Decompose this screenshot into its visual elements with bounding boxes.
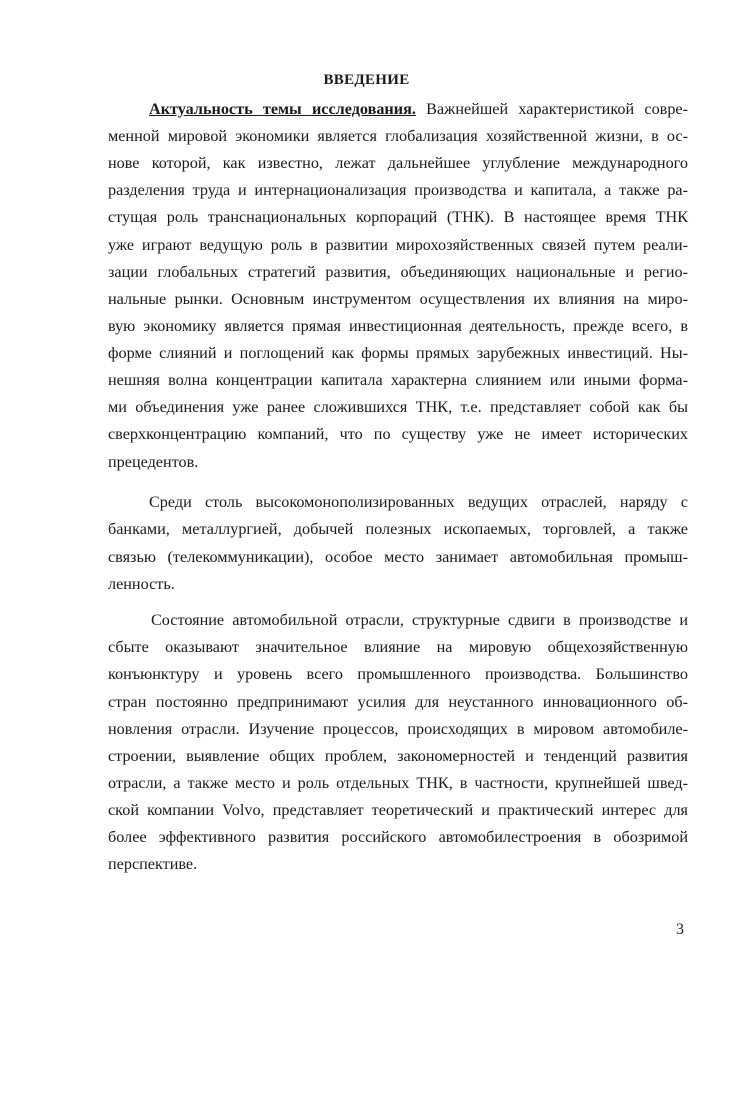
paragraph-3-line: отрасли, а также место и роль отдельных ТНК, в частности, крупнейшей швед- <box>108 774 688 792</box>
paragraph-1-line: вую экономику является прямая инвестиционная деятельность, прежде всего, в <box>108 317 688 335</box>
paragraph-3-line: Состояние автомобильной отрасли, структурные сдвиги в производстве и <box>151 611 688 629</box>
paragraph-1-line: зации глобальных стратегий развития, объединяющих национальные и регио- <box>108 263 688 281</box>
paragraph-1-line: сверхконцентрацию компаний, что по существу уже не имеет исторических <box>108 425 688 443</box>
paragraph-1-line: менной мировой экономики является глобализация хозяйственной жизни, в ос- <box>108 127 688 145</box>
topic-relevance-lead: Актуальность темы исследования. <box>149 100 416 118</box>
paragraph-3-line: ской компании Volvo, представляет теоретический и практический интерес для <box>108 801 688 819</box>
paragraph-1-line: стущая роль транснациональных корпораций (ТНК). В настоящее время ТНК <box>108 208 688 226</box>
paragraph-1-line: нальные рынки. Основным инструментом осуществления их влияния на миро- <box>108 290 688 308</box>
paragraph-2-line: банками, металлургией, добычей полезных ископаемых, торговлей, а также <box>108 520 688 538</box>
paragraph-1-line: нове которой, как известно, лежат дальнейшее углубление международного <box>108 154 688 172</box>
paragraph-3-line: конъюнктуру и уровень всего промышленного производства. Большинство <box>108 665 688 683</box>
paragraph-3-line: сбыте оказывают значительное влияние на мировую общехозяйственную <box>108 638 688 656</box>
paragraph-2-line: Среди столь высокомонополизированных ведущих отраслей, наряду с <box>149 493 688 511</box>
paragraph-3-line: строении, выявление общих проблем, закономерностей и тенденций развития <box>108 747 688 765</box>
paragraph-1-line: ми объединения уже ранее сложившихся ТНК, т.е. представляет собой как бы <box>108 398 688 416</box>
paragraph-1-line: форме слияний и поглощений как формы прямых зарубежных инвестиций. Ны- <box>108 344 688 362</box>
paragraph-1-line: прецедентов. <box>108 453 199 471</box>
paragraph-1-line: нешняя волна концентрации капитала характерна слиянием или иными форма- <box>108 371 688 389</box>
paragraph-2-line: связью (телекоммуникации), особое место занимает автомобильная промыш- <box>108 548 688 566</box>
page-number: 3 <box>676 921 684 938</box>
section-heading: ВВЕДЕНИЕ <box>323 72 410 88</box>
paragraph-1-line-1: Актуальность темы исследования. Важнейшей характеристикой совре- <box>149 100 688 118</box>
paragraph-3-line: более эффективного развития российского автомобилестроения в обозримой <box>108 828 688 846</box>
paragraph-3-line: перспективе. <box>108 855 198 873</box>
paragraph-1-line: разделения труда и интернационализация производства и капитала, а также ра- <box>108 181 688 199</box>
paragraph-3-line: стран постоянно предпринимают усилия для неустанного инновационного об- <box>108 693 688 711</box>
paragraph-2-line: ленность. <box>108 575 175 593</box>
paragraph-1-line: уже играют ведущую роль в развитии мирохозяйственных связей путем реали- <box>108 236 688 254</box>
paragraph-3-line: новления отрасли. Изучение процессов, происходящих в мировом автомобиле- <box>108 720 688 738</box>
